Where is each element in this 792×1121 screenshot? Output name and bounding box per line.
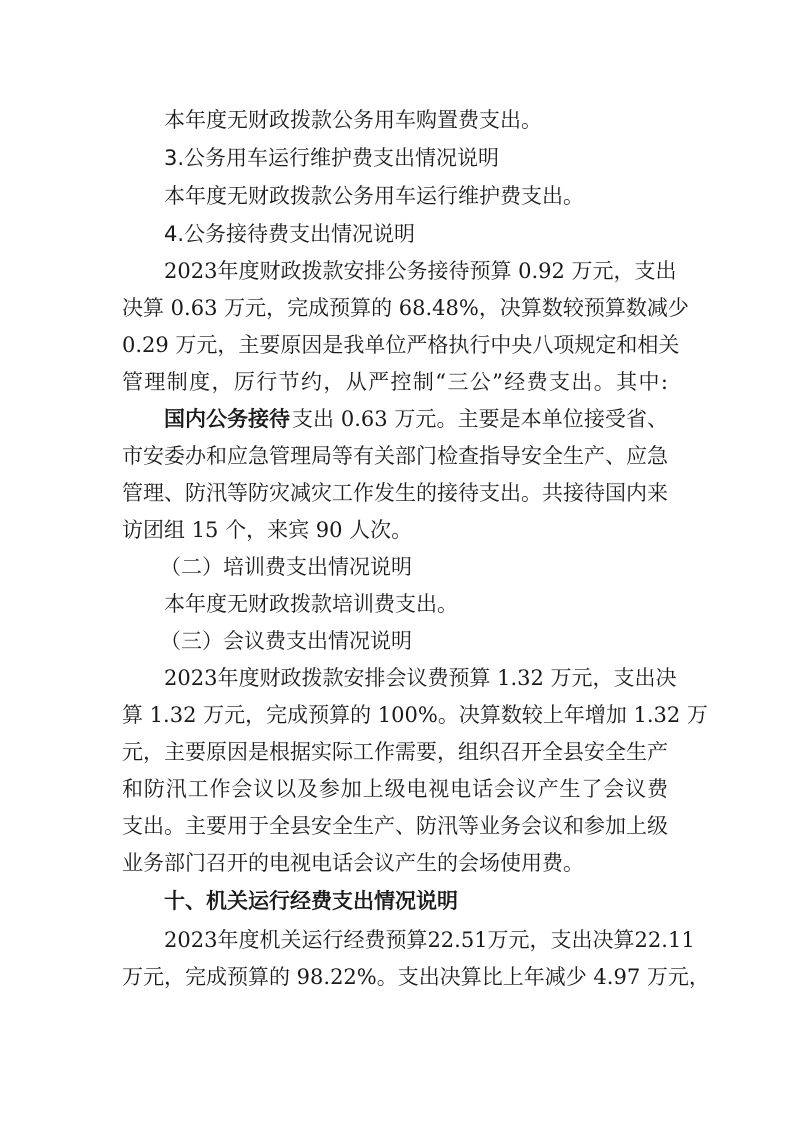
paragraph-line: 市安委办和应急管理局等有关部门检查指导安全生产、应急 bbox=[122, 444, 668, 468]
paragraph-line: 支出 0.63 万元。主要是本单位接受省、 bbox=[292, 407, 668, 431]
paragraph-line: 管理制度，厉行节约，从严控制“三公”经费支出。其中: bbox=[122, 370, 668, 394]
paragraph-line: 0.29 万元，主要原因是我单位严格执行中央八项规定和相关 bbox=[122, 333, 680, 357]
bold-term: 国内公务接待 bbox=[164, 407, 290, 431]
paragraph-line: 和防汛工作会议以及参加上级电视电话会议产生了会议费 bbox=[122, 777, 668, 801]
paragraph-line: 万元，完成预算的 98.22%。支出决算比上年减少 4.97 万元， bbox=[122, 965, 710, 989]
paragraph-line: 2023年度财政拨款安排会议费预算 1.32 万元，支出决 bbox=[164, 666, 677, 690]
paragraph-line: 2023年度财政拨款安排公务接待预算 0.92 万元，支出 bbox=[164, 259, 677, 283]
paragraph-line: 本年度无财政拨款公务用车购置费支出。 bbox=[164, 108, 542, 132]
paragraph-line: 业务部门召开的电视电话会议产生的会场使用费。 bbox=[122, 851, 584, 875]
subheading-4: 4.公务接待费支出情况说明 bbox=[164, 222, 416, 246]
paragraph-line: 支出。主要用于全县安全生产、防汛等业务会议和参加上级 bbox=[122, 814, 668, 838]
section-heading-10: 十、机关运行经费支出情况说明 bbox=[164, 889, 458, 913]
paragraph-line: 访团组 15 个，来宾 90 人次。 bbox=[122, 518, 413, 542]
paragraph-line: 2023年度机关运行经费预算22.51万元，支出决算22.11 bbox=[164, 928, 695, 952]
paragraph-line: 元，主要原因是根据实际工作需要，组织召开全县安全生产 bbox=[122, 740, 668, 764]
paragraph-line: 决算 0.63 万元，完成预算的 68.48%，决算数较预算数减少 bbox=[122, 296, 689, 320]
paragraph-line: 本年度无财政拨款培训费支出。 bbox=[164, 592, 458, 616]
subheading-3: 3.公务用车运行维护费支出情况说明 bbox=[164, 146, 500, 170]
paragraph-line: 本年度无财政拨款公务用车运行维护费支出。 bbox=[164, 184, 584, 208]
paragraph-line: 算 1.32 万元，完成预算的 100%。决算数较上年增加 1.32 万 bbox=[122, 703, 708, 727]
paragraph-line: 管理、防汛等防灾减灾工作发生的接待支出。共接待国内来 bbox=[122, 481, 668, 505]
subheading-meeting: （三）会议费支出情况说明 bbox=[160, 629, 412, 653]
subheading-training: （二）培训费支出情况说明 bbox=[160, 555, 412, 579]
